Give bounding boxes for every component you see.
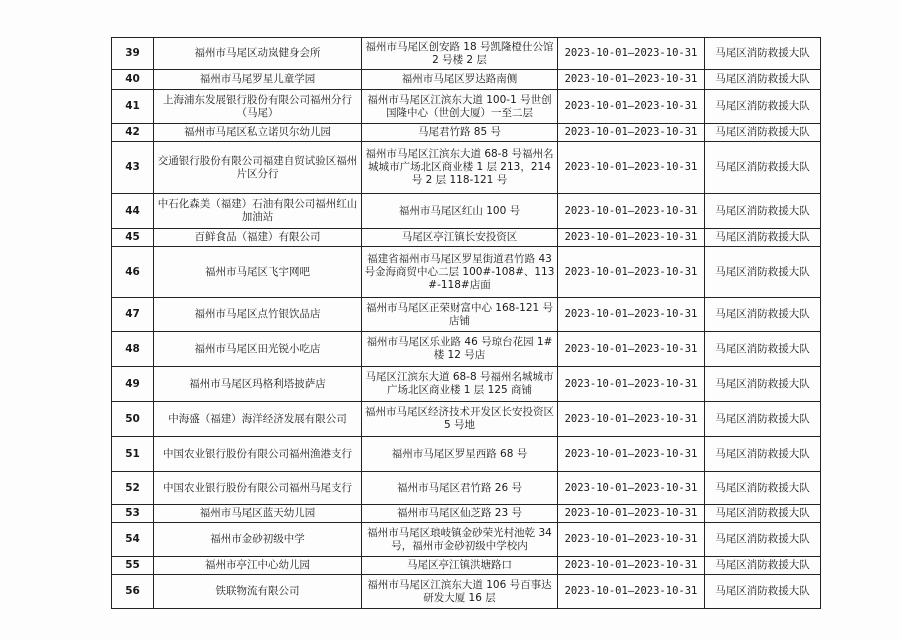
inspection-period: 2023-10-01—2023-10-31: [558, 472, 705, 505]
table-row: [112, 229, 821, 247]
table-row: [112, 437, 821, 472]
unit-address: 马尾区江滨东大道 68-8 号福州名城城市广场北区商业楼 1 层 125 商铺: [362, 367, 558, 402]
unit-address: 福州市马尾区江滨东大道 68-8 号福州名城城市广场北区商业楼 1 层 213，214 号 2 层 118-121 号: [362, 142, 558, 194]
unit-name: 中国农业银行股份有限公司福州马尾支行: [154, 472, 362, 505]
row-number: 44: [112, 194, 154, 229]
row-number: 45: [112, 229, 154, 247]
row-number: 40: [112, 70, 154, 90]
unit-name: 中国农业银行股份有限公司福州渔港支行: [154, 437, 362, 472]
table-row: [112, 472, 821, 505]
department: 马尾区消防救援大队: [705, 505, 821, 523]
inspection-period: 2023-10-01—2023-10-31: [558, 367, 705, 402]
department: 马尾区消防救援大队: [705, 124, 821, 142]
table-row: [112, 124, 821, 142]
row-number: 46: [112, 247, 154, 298]
unit-address: 福州市马尾区创安路 18 号凯隆橙仕公馆 2 号楼 2 层: [362, 38, 558, 70]
table-row: [112, 194, 821, 229]
table-row: [112, 38, 821, 70]
unit-name: 中石化森美（福建）石油有限公司福州红山加油站: [154, 194, 362, 229]
inspection-period: 2023-10-01—2023-10-31: [558, 124, 705, 142]
unit-name: 福州市马尾区蓝天幼儿园: [154, 505, 362, 523]
unit-name: 福州市马尾区飞宇网吧: [154, 247, 362, 298]
department: 马尾区消防救援大队: [705, 367, 821, 402]
unit-name: 福州市马尾罗星儿童学园: [154, 70, 362, 90]
row-number: 42: [112, 124, 154, 142]
unit-name: 福州市亭江中心幼儿园: [154, 557, 362, 575]
unit-address: 马尾区亭江镇洪塘路口: [362, 557, 558, 575]
row-number: 56: [112, 575, 154, 609]
unit-address: 福州市马尾区罗达路南侧: [362, 70, 558, 90]
inspection-period: 2023-10-01—2023-10-31: [558, 575, 705, 609]
department: 马尾区消防救援大队: [705, 247, 821, 298]
row-number: 50: [112, 402, 154, 437]
row-number: 43: [112, 142, 154, 194]
department: 马尾区消防救援大队: [705, 575, 821, 609]
department: 马尾区消防救援大队: [705, 332, 821, 367]
unit-address: 福州市马尾区江滨东大道 106 号百事达研发大厦 16 层: [362, 575, 558, 609]
unit-address: 福州市马尾区经济技术开发区长安投资区 5 号地: [362, 402, 558, 437]
department: 马尾区消防救援大队: [705, 90, 821, 124]
table-row: [112, 367, 821, 402]
department: 马尾区消防救援大队: [705, 298, 821, 332]
unit-address: 福州市马尾区琅岐镇金砂荣光村池乾 34 号，福州市金砂初级中学校内: [362, 523, 558, 557]
unit-name: 铁联物流有限公司: [154, 575, 362, 609]
unit-name: 上海浦东发展银行股份有限公司福州分行（马尾）: [154, 90, 362, 124]
department: 马尾区消防救援大队: [705, 142, 821, 194]
unit-address: 福州市马尾区仙芝路 23 号: [362, 505, 558, 523]
unit-name: 福州市马尾区田光锐小吃店: [154, 332, 362, 367]
unit-name: 福州市马尾区玛格利塔披萨店: [154, 367, 362, 402]
unit-address: 福建省福州市马尾区罗星街道君竹路 43 号金海商贸中心二层 100#-108#、113#-118#店面: [362, 247, 558, 298]
table-row: [112, 142, 821, 194]
inspection-period: 2023-10-01—2023-10-31: [558, 505, 705, 523]
table-row: [112, 90, 821, 124]
table-row: [112, 298, 821, 332]
inspection-period: 2023-10-01—2023-10-31: [558, 90, 705, 124]
unit-address: 马尾区亭江镇长安投资区: [362, 229, 558, 247]
records-table: [111, 37, 821, 609]
table-row: [112, 332, 821, 367]
row-number: 51: [112, 437, 154, 472]
unit-address: 福州市马尾区正荣财富中心 168-121 号店铺: [362, 298, 558, 332]
inspection-period: 2023-10-01—2023-10-31: [558, 402, 705, 437]
row-number: 49: [112, 367, 154, 402]
unit-address: 福州市马尾区江滨东大道 100-1 号世创国隆中心（世创大厦）一至二层: [362, 90, 558, 124]
row-number: 39: [112, 38, 154, 70]
inspection-period: 2023-10-01—2023-10-31: [558, 194, 705, 229]
department: 马尾区消防救援大队: [705, 472, 821, 505]
table-row: [112, 247, 821, 298]
table-row: [112, 505, 821, 523]
unit-address: 福州市马尾区罗星西路 68 号: [362, 437, 558, 472]
unit-address: 福州市马尾区君竹路 26 号: [362, 472, 558, 505]
unit-name: 百鲜食品（福建）有限公司: [154, 229, 362, 247]
inspection-period: 2023-10-01—2023-10-31: [558, 247, 705, 298]
row-number: 52: [112, 472, 154, 505]
unit-name: 福州市马尾区私立诺贝尔幼儿园: [154, 124, 362, 142]
table-row: [112, 402, 821, 437]
row-number: 54: [112, 523, 154, 557]
unit-name: 福州市马尾区动岚健身会所: [154, 38, 362, 70]
row-number: 41: [112, 90, 154, 124]
department: 马尾区消防救援大队: [705, 402, 821, 437]
department: 马尾区消防救援大队: [705, 523, 821, 557]
department: 马尾区消防救援大队: [705, 229, 821, 247]
row-number: 55: [112, 557, 154, 575]
table-row: [112, 575, 821, 609]
table-row: [112, 523, 821, 557]
inspection-period: 2023-10-01—2023-10-31: [558, 523, 705, 557]
unit-name: 福州市金砂初级中学: [154, 523, 362, 557]
table-row: [112, 557, 821, 575]
inspection-period: 2023-10-01—2023-10-31: [558, 38, 705, 70]
inspection-period: 2023-10-01—2023-10-31: [558, 298, 705, 332]
row-number: 48: [112, 332, 154, 367]
department: 马尾区消防救援大队: [705, 38, 821, 70]
inspection-period: 2023-10-01—2023-10-31: [558, 557, 705, 575]
unit-address: 福州市马尾区红山 100 号: [362, 194, 558, 229]
department: 马尾区消防救援大队: [705, 194, 821, 229]
row-number: 53: [112, 505, 154, 523]
inspection-period: 2023-10-01—2023-10-31: [558, 229, 705, 247]
unit-name: 中海盛（福建）海洋经济发展有限公司: [154, 402, 362, 437]
department: 马尾区消防救援大队: [705, 70, 821, 90]
unit-name: 福州市马尾区点竹银饮品店: [154, 298, 362, 332]
department: 马尾区消防救援大队: [705, 557, 821, 575]
table-row: [112, 70, 821, 90]
inspection-period: 2023-10-01—2023-10-31: [558, 70, 705, 90]
unit-address: 马尾君竹路 85 号: [362, 124, 558, 142]
inspection-period: 2023-10-01—2023-10-31: [558, 437, 705, 472]
department: 马尾区消防救援大队: [705, 437, 821, 472]
unit-name: 交通银行股份有限公司福建自贸试验区福州片区分行: [154, 142, 362, 194]
inspection-period: 2023-10-01—2023-10-31: [558, 142, 705, 194]
unit-address: 福州市马尾区乐业路 46 号琼台花园 1#楼 12 号店: [362, 332, 558, 367]
inspection-period: 2023-10-01—2023-10-31: [558, 332, 705, 367]
row-number: 47: [112, 298, 154, 332]
